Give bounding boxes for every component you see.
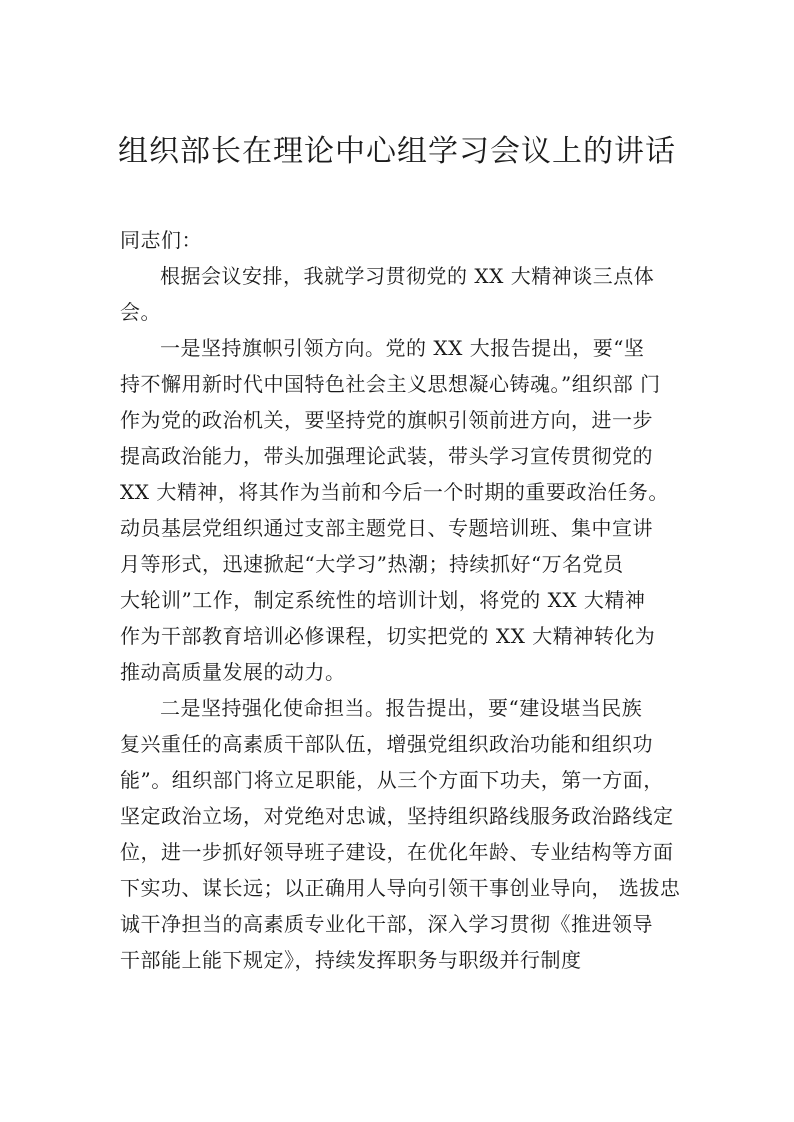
document-body — [120, 222, 690, 978]
paragraph-line: 推动高质量发展的动力。 — [120, 660, 346, 684]
paragraph-line: 能”。组织部门将立足职能，从三个方面下功夫，第一方面， — [120, 768, 664, 792]
paragraph-line: 位，进一步抓好领导班子建设，在优化年龄、专业结构等方面 — [120, 840, 674, 864]
paragraph-line: 复兴重任的高素质干部队伍，增强党组织政治功能和组织功 — [120, 732, 653, 756]
paragraph-line: 持不懈用新时代中国特色社会主义思想凝心铸魂。”组织部 门 — [120, 372, 661, 396]
paragraph-line: 二是坚持强化使命担当。报告提出，要“建设堪当民族 — [160, 696, 643, 720]
paragraph-line: 诚干净担当的高素质专业化干部，深入学习贯彻《推进领导 — [120, 912, 653, 936]
paragraph-line: 干部能上能下规定》，持续发挥职务与职级并行制度 — [120, 948, 582, 972]
paragraph-line: 作为党的政治机关，要坚持党的旗帜引领前进方向，进一步 — [120, 408, 653, 432]
paragraph-line: 下实功、谋长远；以正确用人导向引领干事创业导向， 选拔忠 — [120, 876, 681, 900]
paragraph-line: 坚定政治立场，对党绝对忠诚，坚持组织路线服务政治路线定 — [120, 804, 674, 828]
paragraph-line: XX 大精神，将其作为当前和今后一个时期的重要政治任务。 — [120, 480, 669, 504]
paragraph-line: 根据会议安排，我就学习贯彻党的 XX 大精神谈三点体 — [160, 264, 655, 288]
paragraph-line: 动员基层党组织通过支部主题党日、专题培训班、集中宣讲 — [120, 516, 653, 540]
paragraph-line: 作为干部教育培训必修课程，切实把党的 XX 大精神转化为 — [120, 624, 656, 648]
paragraph-line: 一是坚持旗帜引领方向。党的 XX 大报告提出，要“坚 — [160, 336, 645, 360]
document-title: 组织部长在理论中心组学习会议上的讲话 — [118, 134, 676, 169]
paragraph-line: 月等形式，迅速掀起“大学习”热潮；持续抓好“万名党员 — [120, 552, 624, 576]
paragraph-line: 提高政治能力，带头加强理论武装，带头学习宣传贯彻党的 — [120, 444, 653, 468]
paragraph-line: 会。 — [120, 300, 161, 324]
salutation-line: 同志们： — [120, 228, 202, 252]
paragraph-line: 大轮训”工作，制定系统性的培训计划，将党的 XX 大精神 — [120, 588, 646, 612]
